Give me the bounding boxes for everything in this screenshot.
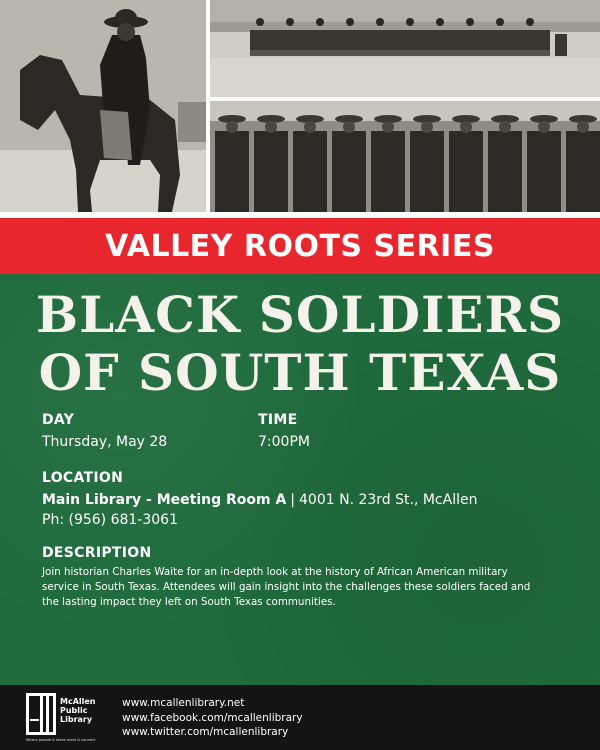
library-logo-icon <box>26 693 56 735</box>
facebook-link[interactable]: www.facebook.com/mcallenlibrary <box>122 711 303 724</box>
photo-strip <box>0 0 600 212</box>
time-label: TIME <box>258 412 298 428</box>
photo-soldier-on-horse <box>0 0 206 212</box>
photo-standing-troops <box>210 101 600 212</box>
description-text: Join historian Charles Waite for an in-depth look at the history of African American military service in South Texas. Attendees will gain insight into the challenges these soldiers faced and the lasting impact they left on South Texas communities. <box>42 566 531 608</box>
location-venue: Main Library - Meeting Room A <box>42 492 287 508</box>
location-label: LOCATION <box>42 470 124 486</box>
time-value: 7:00PM <box>258 434 310 450</box>
event-title-line-2: OF SOUTH TEXAS <box>38 343 562 402</box>
library-tagline: Where people & ideas meet & connect <box>26 738 96 742</box>
location-line <box>42 492 477 508</box>
location-separator: | <box>290 492 296 508</box>
twitter-link[interactable]: www.twitter.com/mcallenlibrary <box>122 726 289 738</box>
series-banner <box>0 218 600 274</box>
library-name-line-3: Library <box>60 715 93 724</box>
photo-cavalry-formation <box>210 0 600 97</box>
library-name <box>60 697 96 724</box>
website-link[interactable]: www.mcallenlibrary.net <box>122 697 245 709</box>
footer-links <box>122 696 303 740</box>
day-value: Thursday, May 28 <box>42 434 168 450</box>
event-details-panel <box>0 274 600 685</box>
series-title: VALLEY ROOTS SERIES <box>105 228 495 264</box>
library-name-line-1: McAllen <box>60 697 96 706</box>
day-label: DAY <box>42 412 75 428</box>
footer <box>0 685 600 750</box>
description-label: DESCRIPTION <box>42 545 152 561</box>
library-name-line-2: Public <box>60 706 88 715</box>
event-title-line-1: BLACK SOLDIERS <box>35 285 565 344</box>
location-address: 4001 N. 23rd St., McAllen <box>299 492 478 508</box>
phone-number: Ph: (956) 681-3061 <box>42 512 178 528</box>
library-logo <box>26 693 106 743</box>
